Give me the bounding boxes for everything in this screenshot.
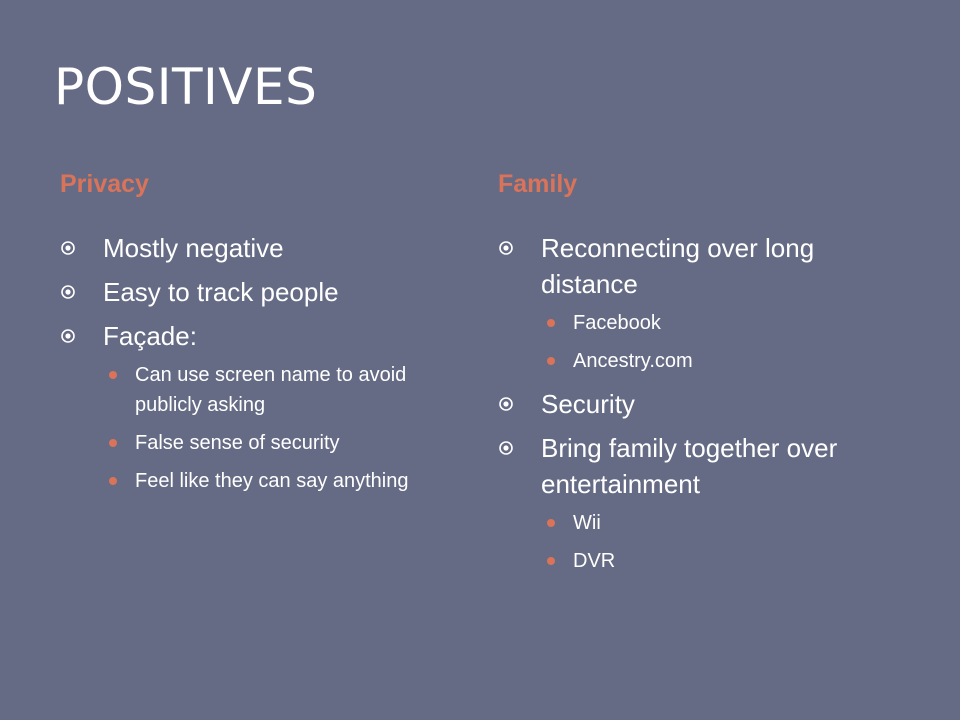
target-circle-icon bbox=[61, 329, 75, 343]
sub-list-item bbox=[103, 360, 450, 420]
dot-bullet-icon bbox=[109, 477, 117, 485]
list-item-text: Façade: bbox=[103, 321, 197, 351]
list-item-text: Bring family together over entertainment bbox=[541, 433, 838, 499]
sub-list-item-text: Facebook bbox=[573, 312, 661, 334]
target-circle-icon bbox=[61, 285, 75, 299]
list-item bbox=[60, 318, 450, 354]
slide-title: POSITIVES bbox=[54, 58, 318, 116]
sub-list-item bbox=[103, 466, 450, 496]
sub-list-item-text: Wii bbox=[573, 512, 601, 534]
dot-bullet-icon bbox=[547, 357, 555, 365]
target-circle-icon bbox=[499, 241, 513, 255]
sub-list-item-text: False sense of security bbox=[135, 432, 340, 454]
sub-list-item-text: Can use screen name to avoid publicly asking bbox=[135, 364, 407, 416]
sub-list-item bbox=[541, 508, 918, 538]
dot-bullet-icon bbox=[547, 519, 555, 527]
list-item bbox=[498, 230, 918, 302]
family-list bbox=[498, 230, 918, 302]
column-heading-privacy: Privacy bbox=[60, 170, 149, 198]
list-item-text: Mostly negative bbox=[103, 233, 284, 263]
list-item bbox=[60, 230, 450, 266]
sub-list-item-text: Ancestry.com bbox=[573, 350, 693, 372]
list-item bbox=[498, 386, 918, 422]
entertainment-sublist bbox=[541, 508, 918, 576]
privacy-list bbox=[60, 230, 450, 354]
list-item-text: Reconnecting over long distance bbox=[541, 233, 815, 299]
sub-list-item bbox=[541, 308, 918, 338]
sub-list-item-text: DVR bbox=[573, 550, 616, 572]
family-column bbox=[498, 170, 918, 586]
reconnecting-sublist bbox=[541, 308, 918, 376]
family-list-continued bbox=[498, 386, 918, 502]
sub-list-item bbox=[541, 546, 918, 576]
sub-list-item-text: Feel like they can say anything bbox=[135, 470, 409, 492]
sub-list-item bbox=[103, 428, 450, 458]
dot-bullet-icon bbox=[109, 439, 117, 447]
dot-bullet-icon bbox=[109, 371, 117, 379]
target-circle-icon bbox=[61, 241, 75, 255]
dot-bullet-icon bbox=[547, 557, 555, 565]
target-circle-icon bbox=[499, 397, 513, 411]
list-item-text: Easy to track people bbox=[103, 277, 339, 307]
dot-bullet-icon bbox=[547, 319, 555, 327]
list-item bbox=[498, 430, 918, 502]
column-heading-family: Family bbox=[498, 170, 578, 198]
facade-sublist bbox=[103, 360, 450, 496]
list-item-text: Security bbox=[541, 389, 635, 419]
sub-list-item bbox=[541, 346, 918, 376]
target-circle-icon bbox=[499, 441, 513, 455]
list-item bbox=[60, 274, 450, 310]
privacy-column bbox=[60, 170, 450, 506]
